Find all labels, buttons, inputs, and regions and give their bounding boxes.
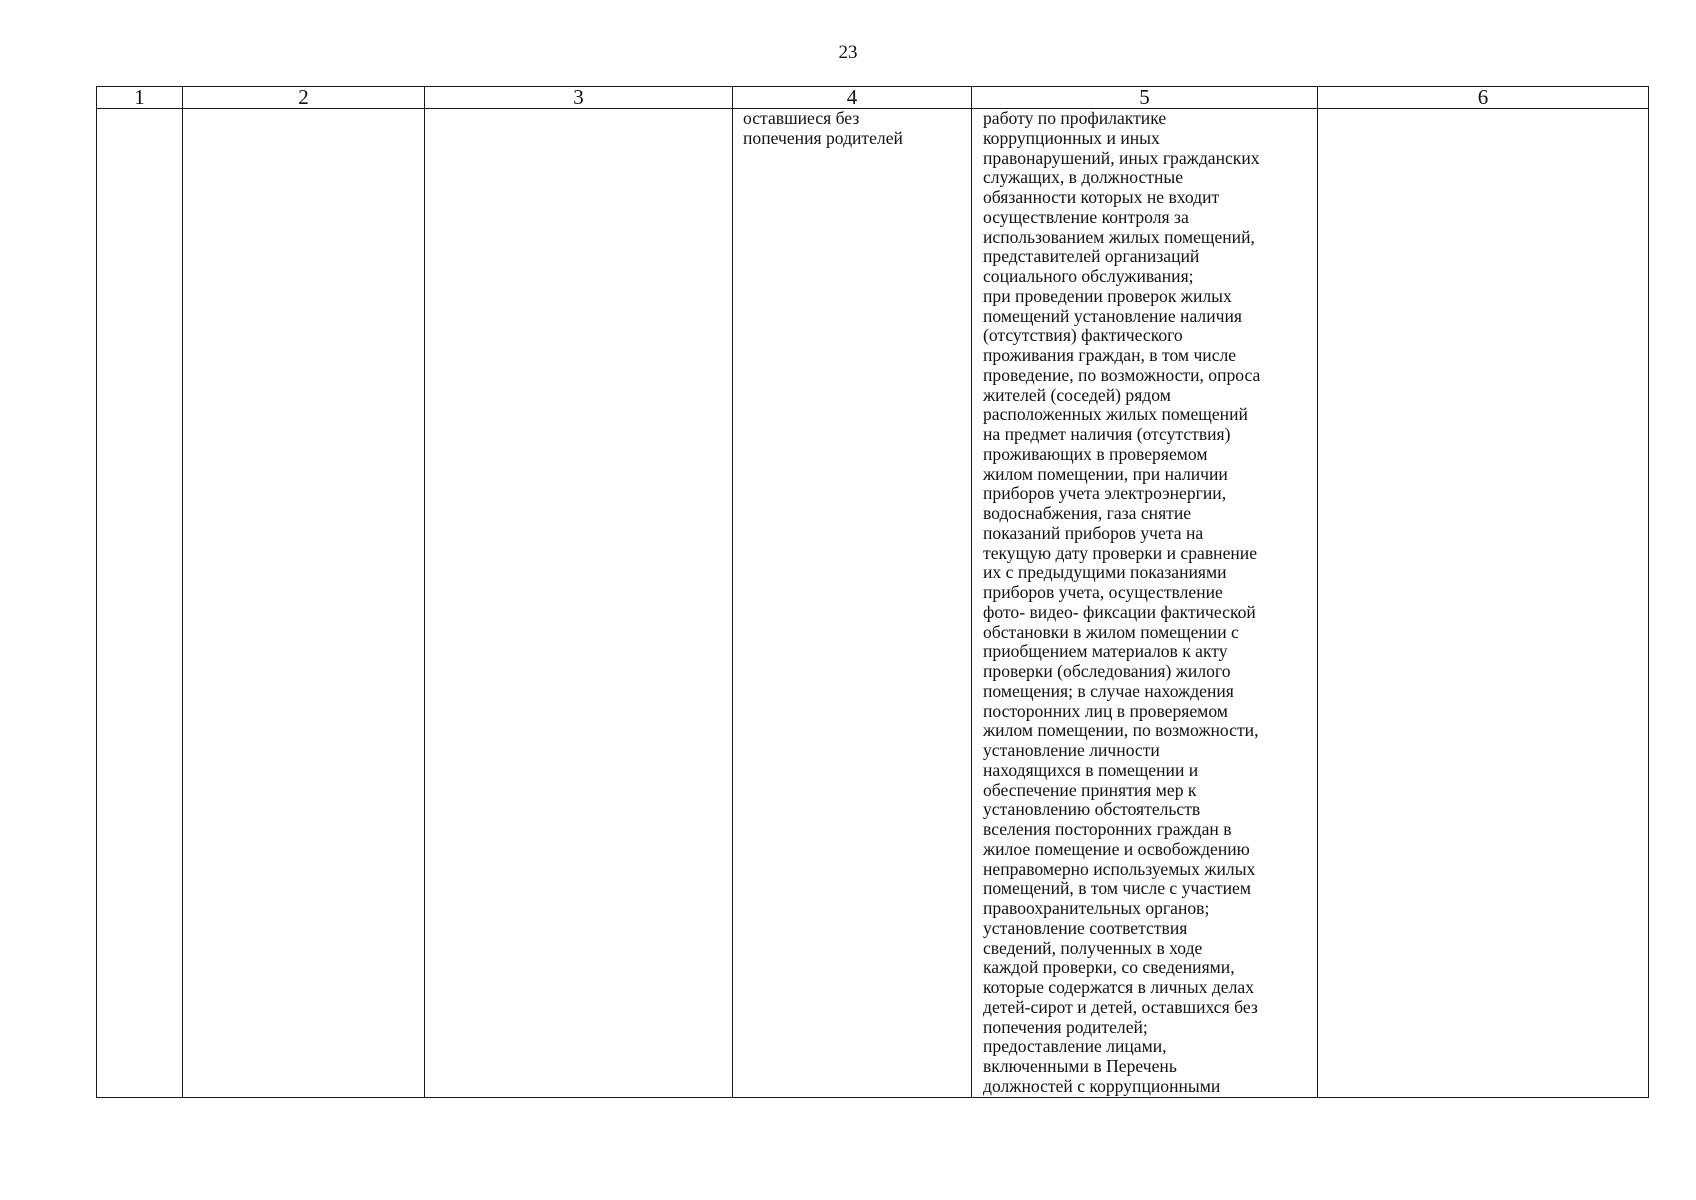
- table-row: [97, 109, 1649, 1098]
- header-row: [97, 87, 1649, 109]
- column-header-3: 3: [425, 87, 733, 109]
- table-header: [97, 87, 1649, 109]
- table-cell-col6: [1318, 109, 1649, 1098]
- table-cell-col4: [733, 109, 972, 1098]
- column-header-5: 5: [972, 87, 1318, 109]
- page-number: 23: [838, 42, 858, 63]
- column-header-6: 6: [1318, 87, 1649, 109]
- column-header-2: 2: [183, 87, 425, 109]
- document-table: [96, 86, 1649, 1098]
- table-cell-col1: [97, 109, 183, 1098]
- table-cell-col3: [425, 109, 733, 1098]
- column-header-4: 4: [733, 87, 972, 109]
- column-header-1: 1: [97, 87, 183, 109]
- table-cell-col2: [183, 109, 425, 1098]
- cell-text-col5: работу по профилактике коррупционных и иных правонарушений, иных гражданских служащих, в должностные обязанности которых не входит осуществление контроля за использованием жилых помещений, представителей организаций социального обслуживания; при проведении проверок жилых помещений установление наличия (отсутствия) фактического проживания граждан, в том числе проведение, по возможности, опроса жителей (соседей) рядом расположенных жилых помещений на предмет наличия (отсутствия) проживающих в проверяемом жилом помещении, при наличии приборов учета электроэнергии, водоснабжения, газа снятие показаний приборов учета на текущую дату проверки и сравнение их с предыдущими показаниями приборов учета, осуществление фото- видео- фиксации фактической обстановки в жилом помещении с приобщением материалов к акту проверки (обследования) жилого помещения; в случае нахождения посторонних лиц в проверяемом жилом помещении, по возможности, установление личности находящихся в помещении и обеспечение принятия мер к установлению обстоятельств вселения посторонних граждан в жилое помещение и освобождению неправомерно используемых жилых помещений, в том числе с участием правоохранительных органов; установление соответствия сведений, полученных в ходе каждой проверки, со сведениями, которые содержатся в личных делах детей-сирот и детей, оставшихся без попечения родителей; предоставление лицами, включенными в Перечень должностей с коррупционными: [983, 108, 1261, 1096]
- cell-text-col4: оставшиеся без попечения родителей: [743, 108, 903, 148]
- table-cell-col5: [972, 109, 1318, 1098]
